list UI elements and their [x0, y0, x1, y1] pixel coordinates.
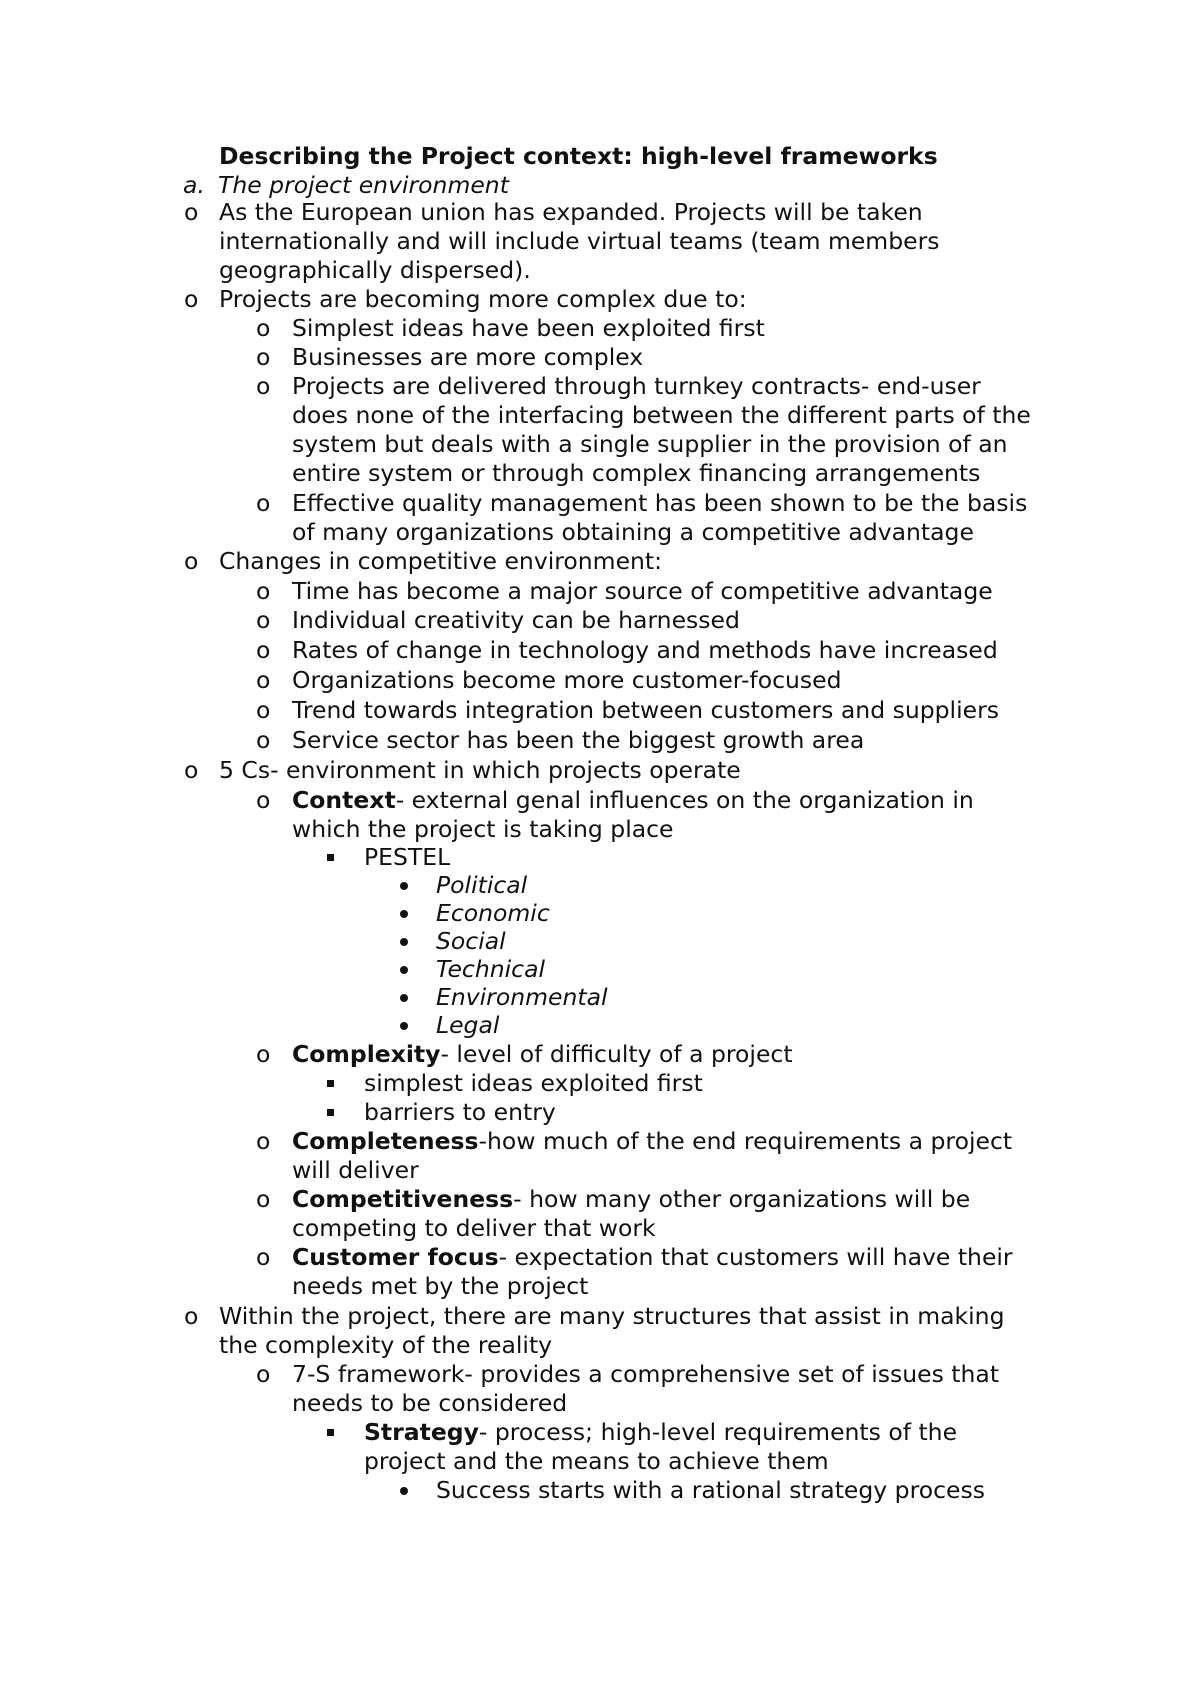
bullet-marker: o — [256, 636, 271, 664]
list-item: competing to deliver that work — [292, 1214, 656, 1242]
list-item: barriers to entry — [364, 1098, 556, 1126]
list-item: Technical — [436, 955, 545, 983]
section-a-text: The project environment — [218, 171, 509, 199]
bullet-marker: o — [184, 1302, 199, 1330]
term-label: Completeness — [292, 1127, 479, 1155]
list-item: will deliver — [292, 1156, 419, 1184]
bullet-marker: o — [256, 666, 271, 694]
bullet-marker: o — [184, 547, 199, 575]
list-item: internationally and will include virtual teams (team members — [219, 227, 940, 255]
term-description: - external genal influences on the organization in — [395, 786, 974, 814]
list-item — [292, 1185, 970, 1214]
list-item: which the project is taking place — [292, 815, 674, 843]
bullet-marker: o — [256, 1127, 271, 1155]
list-item: 7-S framework- provides a comprehensive set of issues that — [292, 1360, 1000, 1388]
list-item: Individual creativity can be harnessed — [292, 606, 740, 634]
bullet-marker: o — [256, 577, 271, 605]
list-item: Legal — [436, 1011, 500, 1039]
bullet-marker: o — [256, 489, 271, 517]
list-item: Organizations become more customer-focused — [292, 666, 842, 694]
list-item: PESTEL — [364, 843, 451, 871]
list-item: the complexity of the reality — [219, 1331, 553, 1359]
list-item: Simplest ideas have been exploited first — [292, 314, 765, 342]
bullet-marker: o — [256, 1185, 271, 1213]
list-item: system but deals with a single supplier in the provision of an — [292, 430, 1008, 458]
list-item: Time has become a major source of competitive advantage — [292, 577, 993, 605]
list-item — [292, 1127, 1012, 1156]
list-item: 5 Cs- environment in which projects operate — [219, 756, 741, 784]
bullet-marker: o — [256, 1040, 271, 1068]
term-label: Strategy — [364, 1418, 479, 1446]
list-item: needs to be considered — [292, 1389, 568, 1417]
list-item: geographically dispersed). — [219, 256, 531, 284]
list-item: entire system or through complex financing arrangements — [292, 459, 981, 487]
bullet-marker: o — [256, 696, 271, 724]
list-item: Rates of change in technology and methods have increased — [292, 636, 998, 664]
term-label: Context — [292, 786, 396, 814]
list-item: Effective quality management has been shown to be the basis — [292, 489, 1028, 517]
list-item — [292, 1040, 793, 1069]
section-a-heading — [183, 171, 509, 200]
list-item: Businesses are more complex — [292, 343, 644, 371]
list-item: needs met by the project — [292, 1272, 589, 1300]
list-item: of many organizations obtaining a competitive advantage — [292, 518, 974, 546]
list-item: Environmental — [436, 983, 608, 1011]
list-item: Service sector has been the biggest growth area — [292, 726, 865, 754]
list-item: Success starts with a rational strategy process — [436, 1476, 985, 1504]
bullet-marker: o — [184, 198, 199, 226]
bullet-marker: o — [256, 314, 271, 342]
bullet-marker: o — [256, 1243, 271, 1271]
term-description: - process; high-level requirements of the — [478, 1418, 958, 1446]
list-item: does none of the interfacing between the different parts of the — [292, 401, 1031, 429]
list-item — [292, 1243, 1013, 1272]
list-item: simplest ideas exploited first — [364, 1069, 703, 1097]
term-description: - level of difficulty of a project — [440, 1040, 793, 1068]
list-item: Projects are becoming more complex due to: — [219, 285, 747, 313]
list-item: Projects are delivered through turnkey contracts- end-user — [292, 372, 981, 400]
bullet-marker: o — [256, 786, 271, 814]
term-description: - expectation that customers will have their — [498, 1243, 1013, 1271]
bullet-marker: o — [184, 756, 199, 784]
list-item: Within the project, there are many structures that assist in making — [219, 1302, 1005, 1330]
list-item: project and the means to achieve them — [364, 1447, 829, 1475]
list-item — [292, 786, 974, 815]
bullet-marker: o — [256, 1360, 271, 1388]
list-item: Social — [436, 927, 506, 955]
term-label: Complexity — [292, 1040, 441, 1068]
list-item — [364, 1418, 957, 1447]
list-item: Trend towards integration between customers and suppliers — [292, 696, 999, 724]
bullet-marker: o — [184, 285, 199, 313]
term-label: Competitiveness — [292, 1185, 514, 1213]
section-marker: a. — [183, 171, 205, 199]
bullet-marker: o — [256, 343, 271, 371]
document-title: Describing the Project context: high-level frameworks — [219, 142, 938, 170]
term-description: - how many other organizations will be — [513, 1185, 971, 1213]
list-item: Economic — [436, 899, 550, 927]
bullet-marker: o — [256, 606, 271, 634]
term-label: Customer focus — [292, 1243, 499, 1271]
bullet-marker: o — [256, 726, 271, 754]
list-item: Changes in competitive environment: — [219, 547, 663, 575]
bullet-marker: o — [256, 372, 271, 400]
list-item: Political — [436, 871, 528, 899]
term-description: -how much of the end requirements a project — [478, 1127, 1013, 1155]
list-item: As the European union has expanded. Projects will be taken — [219, 198, 923, 226]
